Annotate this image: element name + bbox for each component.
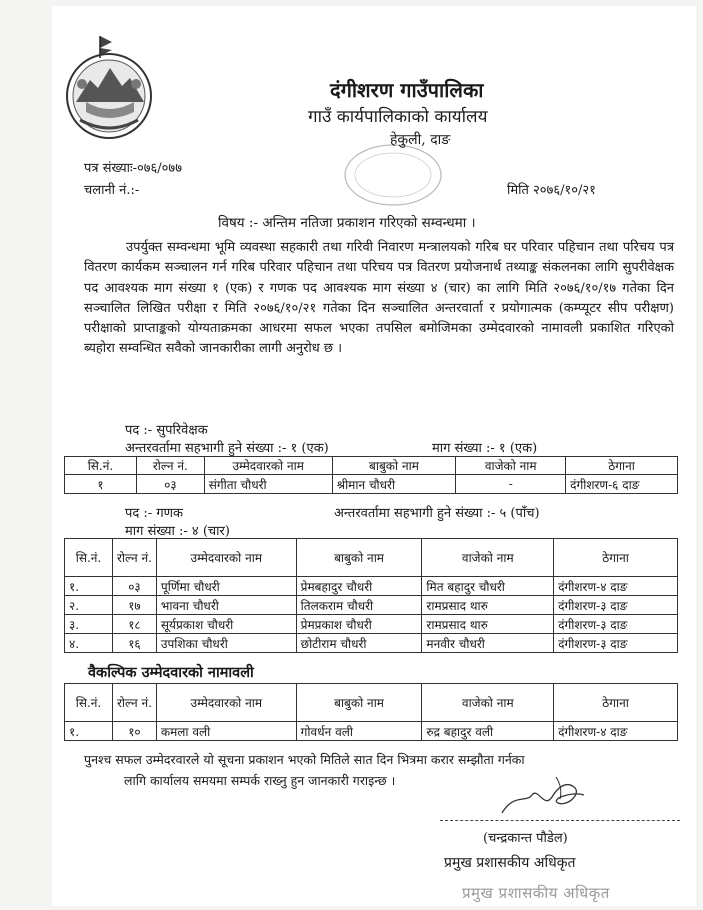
cell-father: गोवर्धन वली	[296, 722, 422, 741]
cell-address: दंगीशरण-३ दाङ	[554, 634, 678, 653]
table-row	[65, 722, 678, 741]
signature-icon	[496, 773, 590, 823]
cell-address: दंगीशरण-४ दाङ	[554, 722, 678, 741]
col-serial: सि.नं.	[65, 684, 113, 722]
closing-line-2: लागि कार्यालय समयमा सम्पर्क राख्नु हुन जानकारी गराइन्छ ।	[124, 773, 396, 788]
enumerator-post: पद :- गणक	[125, 506, 184, 521]
enumerator-demand: माग संख्या :- ४ (चार)	[125, 524, 230, 539]
col-candidate: उम्मेदवारको नाम	[156, 539, 296, 577]
cell-serial: २.	[65, 596, 113, 615]
dispatch-number: चलानी नं.:-	[84, 183, 140, 198]
cell-address: दंगीशरण-४ दाङ	[554, 577, 678, 596]
col-grandfather: वाजेको नाम	[456, 457, 566, 475]
cell-address: दंगीशरण-६ दाङ	[566, 475, 678, 494]
body-paragraph: उपर्युक्त सम्वन्धमा भूमि व्यवस्था सहकारी तथा गरिवी निवारण मन्त्रालयको गरिब घर परिवार पहिचान तथा परिचय पत्र वितरण कार्यकम सञ्चालन गर्न गरिब परिवार पहिचान तथा परिचय पत्र वितरण प्रयोजनार्थ तथ्याङ्क संकलनका लागि सुपरीवेक्षक पद आवश्यक माग संख्या १ (एक) र गणक पद आवश्यक माग संख्या ४ (चार) का लागि मिति २०७६/१०/१७ गतेका दिन सञ्चालित लिखित परीक्षा र मिति २०७६/१०/२१ गतेका दिन सञ्चालित अन्तरवार्ता र प्रयोगात्मक (कम्प्यूटर सीप परीक्षण) परीक्षाको प्राप्ताङ्कको योग्यताक्रमका आधरमा सफल भएका तपसिल बमोजिमका उम्मेदवारको नामावली प्रकाशित गरिएको ब्यहोरा सम्वन्धित सवैको जानकारीका लागी अनुरोध छ ।	[84, 240, 674, 357]
office-name: दंगीशरण गाउँपालिका	[330, 78, 484, 102]
cell-candidate: भावना चौधरी	[156, 596, 296, 615]
cell-grandfather: रामप्रसाद थारु	[422, 596, 554, 615]
cell-candidate: संगीता चौधरी	[204, 475, 332, 494]
cell-grandfather: रामप्रसाद थारु	[422, 615, 554, 634]
cell-grandfather: रुद्र बहादुर वली	[422, 722, 554, 741]
cell-address: दंगीशरण-३ दाङ	[554, 596, 678, 615]
col-grandfather: वाजेको नाम	[422, 539, 554, 577]
cell-father: छोटीराम चौधरी	[296, 634, 422, 653]
table-row	[65, 475, 678, 494]
cell-serial: १.	[65, 722, 113, 741]
letter-body	[84, 238, 674, 360]
cell-serial: ४.	[65, 634, 113, 653]
col-roll: रोल्न नं.	[112, 539, 156, 577]
signature-line	[440, 820, 680, 821]
letter-date: मिति २०७६/१०/२१	[507, 183, 596, 198]
col-father: बाबुको नाम	[296, 539, 422, 577]
closing-line-1: पुनश्च सफल उम्मेदरवारले यो सूचना प्रकाशन भएको मितिले सात दिन भित्रमा करार सम्झौता गर्नका	[84, 752, 525, 767]
table-header-row	[65, 684, 678, 722]
col-address: ठेगाना	[566, 457, 678, 475]
cell-serial: ३.	[65, 615, 113, 634]
cell-roll: १६	[112, 634, 156, 653]
supervisor-result-table	[64, 456, 678, 494]
cell-roll: १०	[112, 722, 156, 741]
cell-father: प्रेमबहादुर चौधरी	[296, 577, 422, 596]
table-row	[65, 615, 678, 634]
closing-note	[84, 749, 684, 791]
cell-father: तिलकराम चौधरी	[296, 596, 422, 615]
cell-roll: ०३	[136, 475, 204, 494]
government-emblem-icon	[60, 32, 158, 144]
cell-serial: १	[65, 475, 137, 494]
enumerator-result-table	[64, 538, 678, 653]
cell-candidate: उपशिका चौधरी	[156, 634, 296, 653]
cell-candidate: कमला वली	[156, 722, 296, 741]
cell-candidate: सूर्यप्रकाश चौधरी	[156, 615, 296, 634]
designation-stamp: प्रमुख प्रशासकीय अधिकृत	[462, 884, 610, 902]
col-candidate: उम्मेदवारको नाम	[156, 684, 296, 722]
enumerator-interview-count: अन्तरवर्तामा सहभागी हुने संख्या :- ५ (पाँच)	[334, 506, 540, 521]
cell-grandfather: मनवीर चौधरी	[422, 634, 554, 653]
col-roll: रोल्न नं.	[112, 684, 156, 722]
col-roll: रोल्न नं.	[136, 457, 204, 475]
table-header-row	[65, 457, 678, 475]
cell-roll: १८	[112, 615, 156, 634]
cell-candidate: पूर्णिमा चौधरी	[156, 577, 296, 596]
cell-father: प्रेमप्रकाश चौधरी	[296, 615, 422, 634]
cell-grandfather: -	[456, 475, 566, 494]
signatory-name: (चन्द्रकान्त पौडेल)	[483, 831, 568, 846]
cell-roll: ०३	[112, 577, 156, 596]
cell-father: श्रीमान चौधरी	[332, 475, 456, 494]
cell-address: दंगीशरण-३ दाङ	[554, 615, 678, 634]
col-candidate: उम्मेदवारको नाम	[204, 457, 332, 475]
col-father: बाबुको नाम	[332, 457, 456, 475]
letter-subject: विषय :- अन्तिम नतिजा प्रकाशन गरिएको सम्वन्धमा ।	[218, 215, 476, 231]
cell-grandfather: मित बहादुर चौधरी	[422, 577, 554, 596]
office-stamp-icon	[338, 140, 448, 210]
table-row	[65, 596, 678, 615]
cell-serial: १.	[65, 577, 113, 596]
office-subtitle: गाउँ कार्यपालिकाको कार्यालय	[308, 107, 488, 127]
col-serial: सि.नं.	[65, 457, 137, 475]
col-father: बाबुको नाम	[296, 684, 422, 722]
supervisor-demand: माग संख्या :- १ (एक)	[432, 441, 538, 456]
reference-number: पत्र संख्याः-०७६/०७७	[84, 161, 182, 176]
table-row	[65, 577, 678, 596]
office-address: हेकुली, दाङ	[390, 132, 451, 148]
alternate-candidate-table	[64, 683, 678, 741]
cell-roll: १७	[112, 596, 156, 615]
alternate-section-title: वैकल्पिक उम्मेदवारको नामावली	[88, 664, 254, 681]
supervisor-interview-count: अन्तरवर्तामा सहभागी हुने संख्या :- १ (एक)	[125, 441, 329, 456]
signatory-post: प्रमुख प्रशासकीय अधिकृत	[444, 855, 576, 871]
table-header-row	[65, 539, 678, 577]
col-serial: सि.नं.	[65, 539, 113, 577]
supervisor-post: पद :- सुपरिवेक्षक	[125, 423, 208, 438]
col-address: ठेगाना	[554, 539, 678, 577]
col-grandfather: वाजेको नाम	[422, 684, 554, 722]
col-address: ठेगाना	[554, 684, 678, 722]
table-row	[65, 634, 678, 653]
